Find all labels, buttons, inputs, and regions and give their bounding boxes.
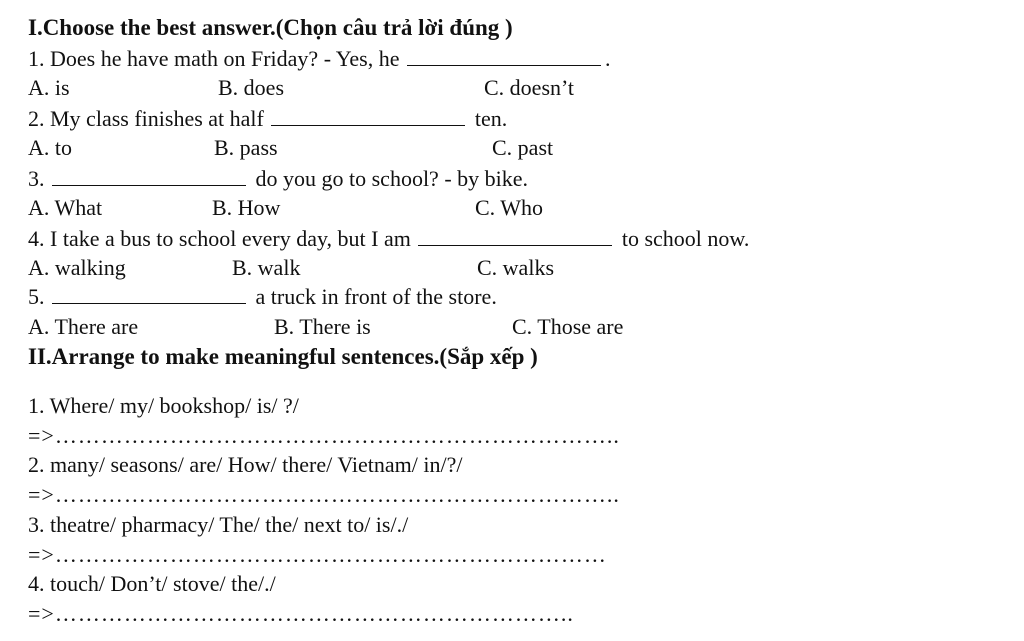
arrange-answer-1[interactable]: =>……………………………………………………………….. — [28, 423, 620, 448]
option-5c[interactable]: C. Those are — [512, 314, 624, 339]
option-2a[interactable]: A. to — [28, 135, 72, 160]
option-5a[interactable]: A. There are — [28, 314, 139, 339]
option-2c[interactable]: C. past — [492, 135, 554, 160]
option-4a[interactable]: A. walking — [28, 255, 126, 280]
question-2-suffix: ten. — [474, 106, 508, 131]
answer-blank-5[interactable] — [52, 283, 246, 304]
question-4 — [28, 224, 749, 254]
arrange-prompt-1: 1. Where/ my/ bookshop/ is/ ?/ — [28, 393, 299, 418]
option-3c[interactable]: C. Who — [475, 195, 544, 220]
option-2b[interactable]: B. pass — [214, 135, 278, 160]
question-5-text: 5. — [28, 284, 45, 309]
arrange-prompt-3: 3. theatre/ pharmacy/ The/ the/ next to/ is/./ — [28, 512, 409, 537]
option-5b[interactable]: B. There is — [274, 314, 371, 339]
option-4c[interactable]: C. walks — [477, 255, 554, 280]
options-3 — [28, 193, 1008, 223]
question-5-suffix: a truck in front of the store. — [255, 284, 497, 309]
options-2 — [28, 133, 1008, 163]
question-5 — [28, 282, 497, 312]
answer-blank-2[interactable] — [271, 105, 465, 126]
option-1a[interactable]: A. is — [28, 75, 70, 100]
section2-heading: II.Arrange to make meaningful sentences.(Sắp xếp ) — [28, 344, 538, 369]
question-4-text: 4. I take a bus to school every day, but I am — [28, 226, 411, 251]
question-2-text: 2. My class finishes at half — [28, 106, 264, 131]
options-4 — [28, 253, 1008, 283]
option-1c[interactable]: C. doesn’t — [484, 75, 575, 100]
arrange-answer-3[interactable]: =>……………………………………………………………… — [28, 542, 607, 567]
question-3-text: 3. — [28, 166, 45, 191]
options-1 — [28, 73, 1008, 103]
question-3 — [28, 164, 528, 194]
option-4b[interactable]: B. walk — [232, 255, 301, 280]
option-1b[interactable]: B. does — [218, 75, 284, 100]
question-1-text: 1. Does he have math on Friday? - Yes, he — [28, 46, 400, 71]
answer-blank-4[interactable] — [418, 225, 612, 246]
answer-blank-3[interactable] — [52, 165, 246, 186]
arrange-prompt-2: 2. many/ seasons/ are/ How/ there/ Vietnam/ in/?/ — [28, 452, 463, 477]
option-3b[interactable]: B. How — [212, 195, 281, 220]
question-1-suffix: . — [605, 46, 611, 71]
question-2 — [28, 104, 507, 134]
arrange-answer-4[interactable]: =>………………………………………………………….. — [28, 601, 574, 626]
answer-blank-1[interactable] — [407, 45, 601, 66]
options-5 — [28, 312, 1008, 342]
question-4-suffix: to school now. — [621, 226, 750, 251]
arrange-prompt-4: 4. touch/ Don’t/ stove/ the/./ — [28, 571, 276, 596]
option-3a[interactable]: A. What — [28, 195, 103, 220]
section1-heading: I.Choose the best answer.(Chọn câu trả lời đúng ) — [28, 15, 513, 40]
question-1 — [28, 44, 611, 74]
arrange-answer-2[interactable]: =>……………………………………………………………….. — [28, 482, 620, 507]
question-3-suffix: do you go to school? - by bike. — [255, 166, 529, 191]
